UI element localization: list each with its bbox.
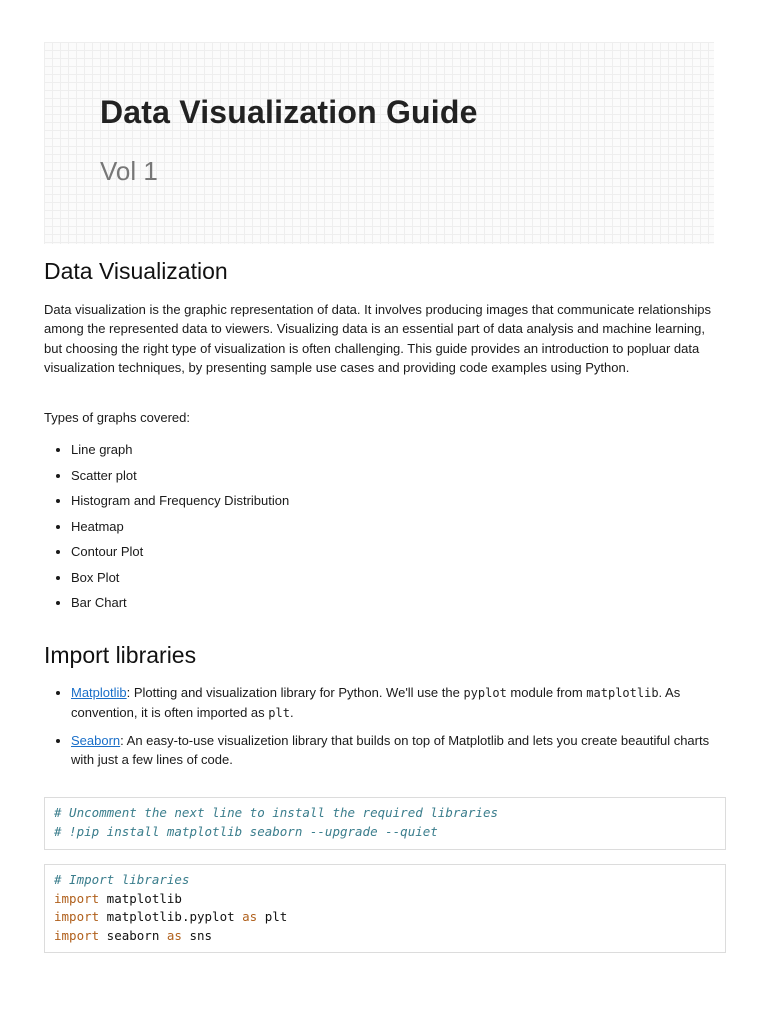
- document-title: Data Visualization Guide: [100, 94, 478, 130]
- intro-paragraph: Data visualization is the graphic representation of data. It involves producing images that communicate relationships among the represented data to viewers. Visualizing data is an essential part of data analysis and machine learning, but choosing the right type of visualization is often challenging. This guide provides an introduction to popluar data visualization techniques, by presenting sample use cases and providing code examples using Python.: [44, 302, 711, 376]
- list-item: • Contour Plot: [71, 542, 289, 568]
- list-item: • Bar Chart: [71, 593, 289, 619]
- cover-banner: [44, 42, 714, 244]
- list-item: • Heatmap: [71, 517, 289, 543]
- list-item: • Scatter plot: [71, 466, 289, 492]
- code-keyword: as: [242, 909, 258, 924]
- library-item-seaborn: • Seaborn: An easy-to-use visualizetion library that builds on top of Matplotlib and lets you create beautiful charts with just a few lines of code.: [71, 731, 726, 770]
- inline-code: pyplot: [463, 686, 507, 700]
- section-heading-data-visualization: Data Visualization: [44, 258, 228, 284]
- code-comment: # Import libraries: [54, 872, 190, 887]
- libraries-list: [44, 683, 726, 777]
- matplotlib-link[interactable]: Matplotlib: [71, 685, 127, 700]
- seaborn-link[interactable]: Seaborn: [71, 732, 121, 748]
- document-subtitle: Vol 1: [100, 156, 158, 186]
- inline-code: plt: [268, 706, 290, 721]
- code-cell-imports[interactable]: # Import libraries import matplotlib import matplotlib.pyplot as plt import seaborn as sns: [44, 864, 726, 953]
- code-keyword: as: [166, 927, 182, 943]
- code-comment: # Uncomment the next line to install the required libraries: [54, 805, 499, 820]
- code-keyword: import: [54, 890, 100, 906]
- library-item-matplotlib: • Matplotlib: Plotting and visualization library for Python. We'll use the pyplot module from matplotlib. As convention, it is often imported as plt.: [71, 683, 726, 724]
- list-item: • Histogram and Frequency Distribution: [71, 491, 289, 517]
- code-cell-install[interactable]: [44, 797, 726, 850]
- inline-code: matplotlib: [586, 686, 659, 700]
- list-item: • Line graph: [71, 440, 289, 466]
- code-comment: # !pip install matplotlib seaborn --upgrade --quiet: [54, 823, 438, 839]
- section-heading-import-libraries: Import libraries: [44, 642, 197, 668]
- list-item: • Box Plot: [71, 568, 289, 594]
- code-keyword: import: [54, 927, 100, 943]
- graph-types-list: [44, 440, 289, 619]
- code-keyword: import: [54, 909, 100, 924]
- types-label: Types of graphs covered:: [44, 410, 190, 425]
